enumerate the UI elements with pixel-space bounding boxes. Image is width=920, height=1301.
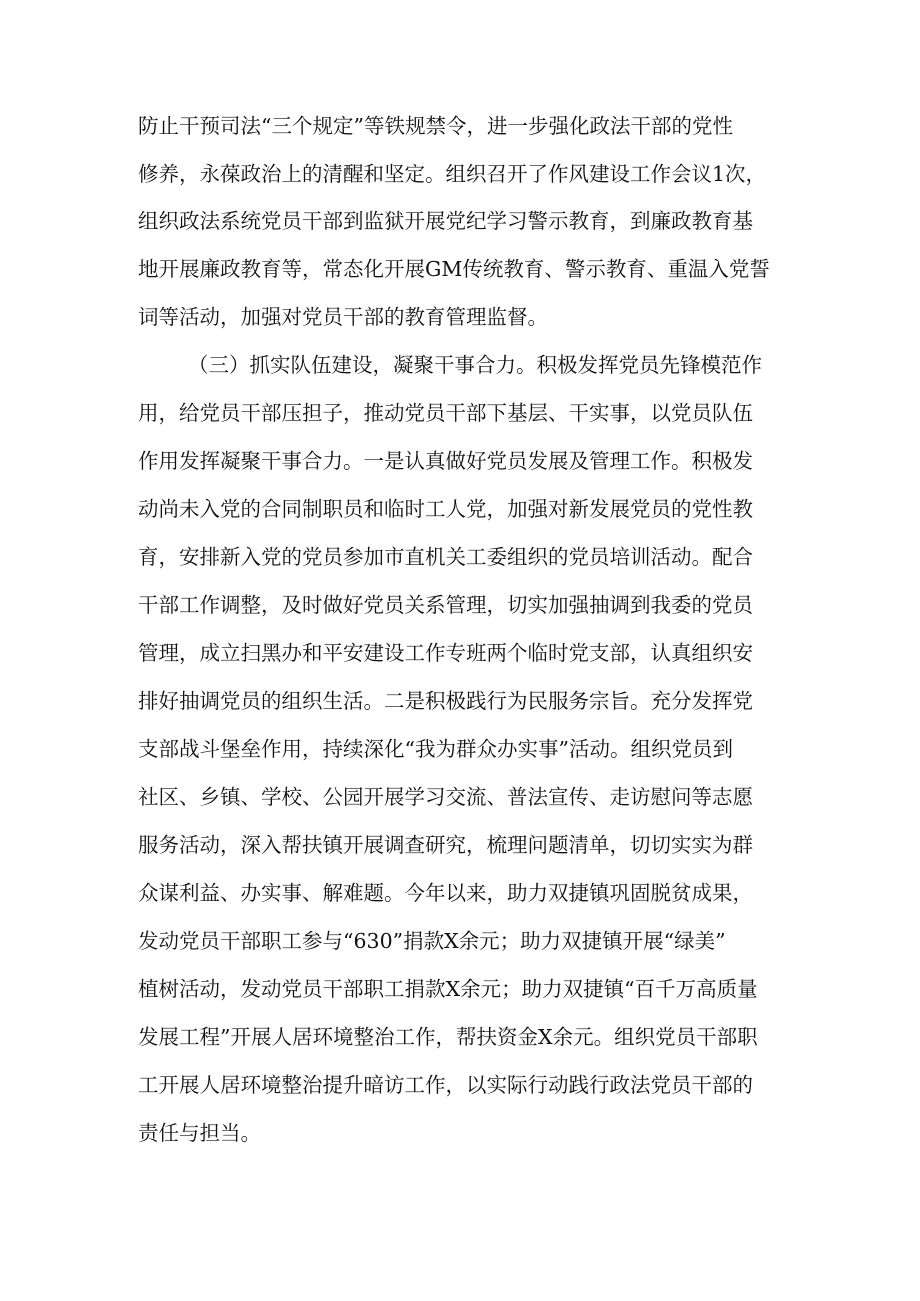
- text-line: 动尚未入党的合同制职员和临时工人党，加强对新发展党员的党性教: [138, 497, 753, 521]
- text-line: 组织政法系统党员干部到监狱开展党纪学习警示教育，到廉政教育基: [138, 209, 753, 233]
- text-line: 支部战斗堡垒作用，持续深化“我为群众办实事”活动。组织党员到: [138, 737, 733, 761]
- text-line: 地开展廉政教育等，常态化开展GM传统教育、警示教育、重温入党誓: [138, 257, 770, 281]
- text-line: 干部工作调整，及时做好党员关系管理，切实加强抽调到我委的党员: [138, 593, 753, 617]
- text-line: 排好抽调党员的组织生活。二是积极践行为民服务宗旨。充分发挥党: [138, 689, 753, 713]
- text-line: 用，给党员干部压担子，推动党员干部下基层、干实事，以党员队伍: [138, 401, 753, 425]
- text-line: 管理，成立扫黑办和平安建设工作专班两个临时党支部，认真组织安: [138, 641, 753, 665]
- text-line: 修养，永葆政治上的清醒和坚定。组织召开了作风建设工作会议1次，: [138, 162, 767, 186]
- paragraph-heading-line: （三）抓实队伍建设，凝聚干事合力。积极发挥党员先锋模范作: [188, 353, 762, 377]
- text-line: 发动党员干部职工参与“630”捐款X余元；助力双捷镇开展“绿美”: [138, 929, 726, 953]
- text-line: 工开展人居环境整治提升暗访工作，以实际行动践行政法党员干部的: [138, 1073, 753, 1097]
- text-line: 防止干预司法“三个规定”等铁规禁令，进一步强化政法干部的党性: [138, 114, 733, 138]
- text-line: 众谋利益、办实事、解难题。今年以来，助力双捷镇巩固脱贫成果，: [138, 881, 753, 905]
- text-line: 责任与担当。: [138, 1121, 261, 1145]
- text-line: 作用发挥凝聚干事合力。一是认真做好党员发展及管理工作。积极发: [138, 449, 753, 473]
- text-line: 发展工程”开展人居环境整治工作，帮扶资金X余元。组织党员干部职: [138, 1025, 758, 1049]
- text-line: 植树活动，发动党员干部职工捐款X余元；助力双捷镇“百千万高质量: [138, 977, 758, 1001]
- text-line: 育，安排新入党的党员参加市直机关工委组织的党员培训活动。配合: [138, 545, 753, 569]
- text-line: 服务活动，深入帮扶镇开展调查研究，梳理问题清单，切切实实为群: [138, 833, 753, 857]
- text-line: 词等活动，加强对党员干部的教育管理监督。: [138, 305, 548, 329]
- text-line: 社区、乡镇、学校、公园开展学习交流、普法宣传、走访慰问等志愿: [138, 785, 753, 809]
